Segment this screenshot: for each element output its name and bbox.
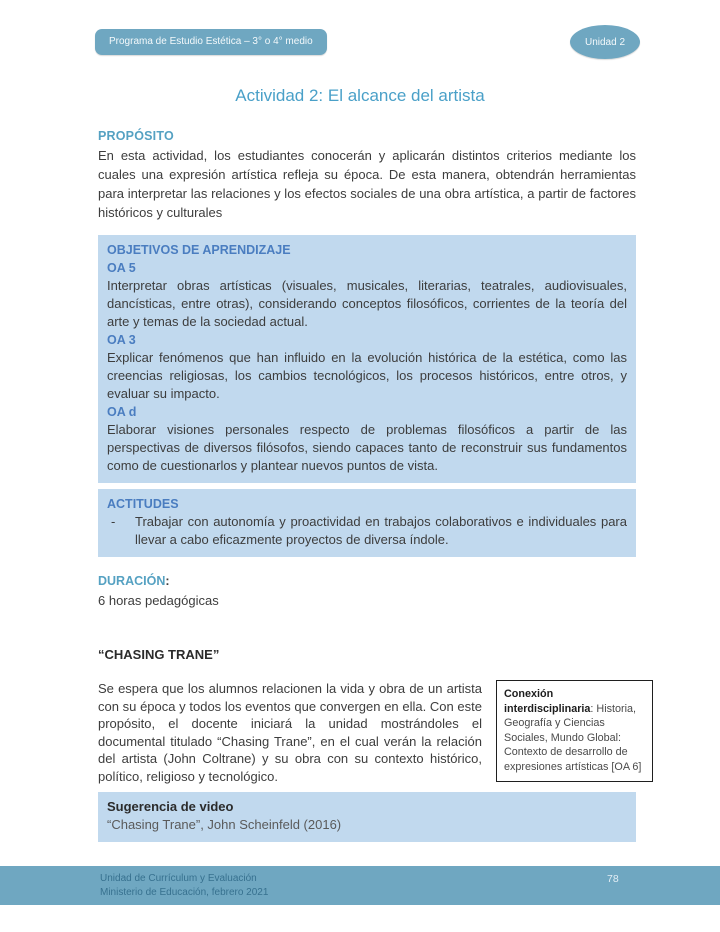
- footer-org-line2: Ministerio de Educación, febrero 2021: [100, 886, 269, 898]
- interdisciplinary-connection-box: [496, 680, 653, 782]
- actitudes-item: [107, 513, 627, 549]
- program-badge: Programa de Estudio Estética – 3° o 4° medio: [95, 29, 327, 55]
- content-column: [0, 128, 720, 842]
- footer-bar: [0, 866, 720, 905]
- oa-text: Interpretar obras artísticas (visuales, musicales, literarias, teatrales, audiovisuales, dancísticas, entre otras), considerando conceptos filosóficos, corrientes de la teoría del arte y temas de la sociedad actual.: [107, 278, 627, 329]
- objetivos-box: [98, 235, 636, 483]
- oa-item: [107, 331, 627, 403]
- chasing-trane-section: [98, 680, 642, 785]
- oa-item: [107, 259, 627, 331]
- oa-label: OA 5: [107, 261, 136, 275]
- page-title: Actividad 2: El alcance del artista: [235, 86, 485, 105]
- oa-text: Elaborar visiones personales respecto de problemas filosóficos a partir de las perspectivas de diversos filósofos, siendo capaces tanto de reconstruir sus fundamentos como de cuestionarlos y plantear nuevos puntos de vista.: [107, 422, 627, 473]
- objetivos-heading: OBJETIVOS DE APRENDIZAJE: [107, 243, 291, 257]
- oa-text: Explicar fenómenos que han influido en la evolución histórica de la estética, como las creencias religiosas, los cambios tecnológicos, los procesos históricos, entre otros, y evaluar su impacto.: [107, 350, 627, 401]
- duracion-value: 6 horas pedagógicas: [98, 593, 219, 608]
- proposito-paragraph: En esta actividad, los estudiantes conocerán y aplicarán distintos criterios mediante los cuales una expresión artística refleja su época. De esta manera, obtendrán herramientas para interpretar las relaciones y los efectos sociales de una obra artística, a partir de factores históricos y culturales: [98, 148, 636, 220]
- chasing-trane-paragraph: Se espera que los alumnos relacionen la vida y obra de un artista con su época y todos los eventos que convergen en ella. Con este propósito, el docente iniciará la unidad mostrándoles el documental titulado “Chasing Trane”, en el cual verán la relación del artista (John Coltrane) y su obra con su contexto histórico, político, religioso y tecnológico.: [98, 681, 482, 784]
- duracion-label: DURACIÓN: [98, 574, 166, 588]
- footer-org-line1: Unidad de Currículum y Evaluación: [100, 873, 257, 884]
- oa-label: OA 3: [107, 333, 136, 347]
- page-header: [0, 0, 720, 60]
- proposito-heading: PROPÓSITO: [98, 129, 174, 143]
- duracion-colon: :: [165, 574, 170, 588]
- actitudes-heading: ACTITUDES: [107, 497, 179, 511]
- interdisciplinary-heading: Conexión interdisciplinaria: [504, 688, 591, 715]
- actitudes-box: [98, 489, 636, 557]
- bullet-dash: -: [111, 514, 116, 529]
- actitudes-text: Trabajar con autonomía y proactividad en trabajos colaborativos e individuales para llevar a cabo eficazmente proyectos de diversa índole.: [135, 514, 627, 547]
- video-suggestion-text: “Chasing Trane”, John Scheinfeld (2016): [107, 817, 342, 832]
- interdisciplinary-text: Historia, Geografía y Ciencias Sociales, Mundo Global: Contexto de desarrollo de expresiones artísticas [OA 6]: [504, 702, 642, 773]
- video-suggestion-heading: Sugerencia de video: [107, 799, 234, 814]
- duracion-heading: [98, 573, 636, 590]
- video-suggestion-box: [98, 792, 636, 842]
- unit-badge: Unidad 2: [570, 25, 640, 59]
- page-number: 78: [607, 873, 619, 885]
- oa-item: [107, 403, 627, 475]
- chasing-trane-heading: “CHASING TRANE”: [98, 647, 220, 662]
- interdisciplinary-colon: :: [590, 702, 597, 715]
- oa-label: OA d: [107, 405, 137, 419]
